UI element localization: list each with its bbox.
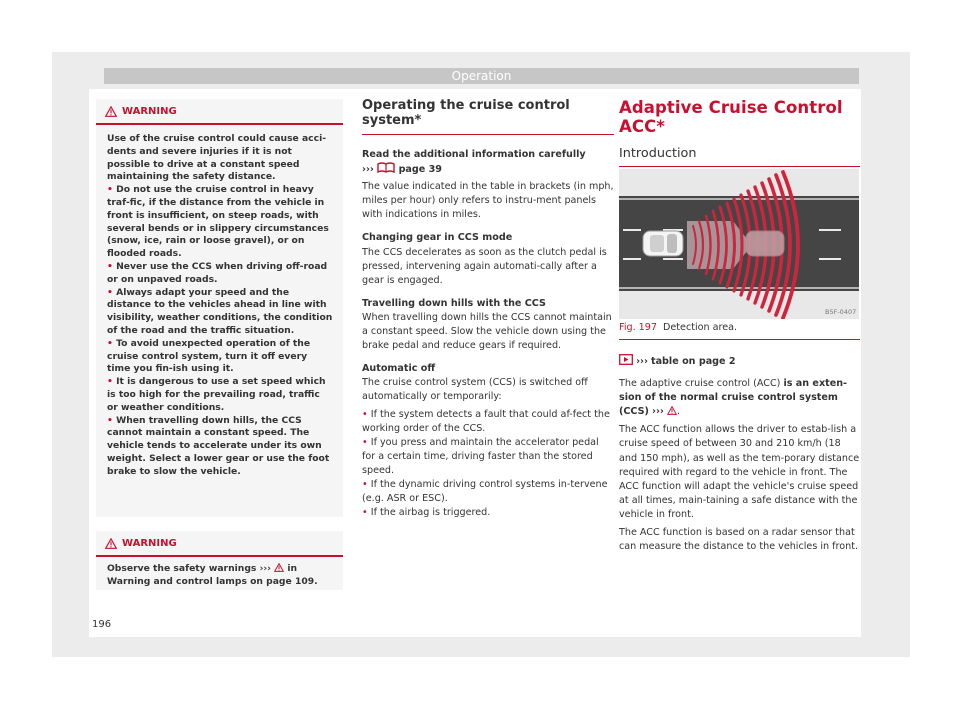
section-heading-introduction: Introduction	[619, 146, 860, 167]
warning-box-safety	[96, 531, 343, 590]
chapter-title: Adaptive Cruise Control ACC*	[619, 98, 843, 136]
vehicle-ahead	[746, 231, 784, 256]
warning-triangle-icon	[105, 106, 117, 117]
warning-bullet: • To avoid unexpected operation of the cruise control system, turn it off every time you fin-ish using it.	[107, 337, 311, 375]
table-reference: ››› table on page 2	[619, 354, 861, 369]
warning-title: WARNING	[122, 105, 177, 117]
warning-bullet: • When travelling down hills, the CCS cannot maintain a constant speed. The vehicle tends to accelerate under its own weight. Select a lower gear or use the foot brake to slow the vehicle.	[107, 414, 330, 477]
warning-triangle-icon	[667, 406, 677, 415]
subheading: Travelling down hills with the CCS	[362, 297, 546, 309]
video-icon	[619, 354, 633, 365]
figure-code: B5F-0407	[825, 308, 857, 316]
warning-bullet: • It is dangerous to use a set speed which is too high for the prevailing road, traffic or weather conditions.	[107, 376, 326, 413]
warning-bullet: • Never use the CCS when driving off-road or on unpaved roads.	[107, 260, 328, 285]
paragraph: When travelling down hills the CCS cannot maintain a constant speed. Slow the vehicle down using the brake pedal and reduce gears if required.	[362, 311, 612, 352]
warning-bullet: • Always adapt your speed and the distance to the vehicles ahead in line with visibility, weather conditions, the condition of the road and the traffic situation.	[107, 286, 333, 336]
column-acc	[619, 98, 860, 167]
warning-triangle-icon	[105, 538, 117, 549]
figure-caption: Fig. 197 Detection area.	[619, 322, 860, 340]
warning-box-cruise-control	[96, 99, 343, 517]
detection-area-illustration	[619, 169, 859, 319]
list-item: • If you press and maintain the accelerator pedal for a certain time, driving faster than the stored speed.	[362, 436, 599, 476]
list-item: • If the dynamic driving control systems in-tervene (e.g. ASR or ESC).	[362, 478, 608, 505]
warning-body	[96, 125, 343, 479]
page-header: Operation	[104, 68, 859, 84]
warning-bullet: • Do not use the cruise control in heavy traf-fic, if the distance from the vehicle in front is insufficient, on steep roads, with several bends or in slippery circumstances (snow, ice, rain or loose gravel), or on flooded roads.	[107, 184, 329, 260]
section-heading: Operating the cruise control system*	[362, 98, 614, 135]
own-car	[643, 231, 683, 256]
page-number: 196	[92, 619, 112, 630]
read-more-note: Read the additional information carefully ››› page 39	[362, 149, 586, 176]
paragraph: The cruise control system (CCS) is switched off automatically or temporarily:	[362, 377, 588, 403]
warning-body	[96, 557, 343, 589]
section-body	[362, 148, 614, 520]
paragraph: The ACC function allows the driver to estab-lish a cruise speed of between 30 and 210 km/h (18 and 150 mph), as well as the tem-porary distance required with regard to the vehicle in front. The ACC function will adapt the vehicle's cruise speed at all times, main-taining a safe distance with the vehicle in front.	[619, 424, 860, 520]
column-operating-ccs	[362, 98, 614, 520]
subheading: Changing gear in CCS mode	[362, 232, 513, 244]
list-item: • If the airbag is triggered.	[362, 507, 491, 519]
figure-detection-area	[619, 169, 859, 319]
paragraph: The adaptive cruise control (ACC) is an exten-sion of the normal cruise control system (CCS) ››› .	[619, 378, 848, 418]
warning-intro: Use of the cruise control could cause acci-dents and severe injuries if it is not possible to drive at a constant speed maintaining the safety distance.	[107, 133, 327, 183]
warning-text: Observe the safety warnings ››› in Warning and control lamps on page 109.	[107, 563, 318, 587]
book-icon	[377, 162, 395, 173]
warning-title: WARNING	[122, 537, 177, 549]
paragraph: The CCS decelerates as soon as the clutch pedal is pressed, intervening again automati-cally after a gear is engaged.	[362, 246, 607, 286]
paragraph: The ACC function is based on a radar sensor that can measure the distance to the vehicles in front.	[619, 527, 859, 553]
warning-triangle-icon	[274, 563, 284, 572]
list-item: • If the system detects a fault that could af-fect the working order of the CCS.	[362, 408, 610, 434]
warning-header	[96, 99, 343, 125]
paragraph: The value indicated in the table in brackets (in mph, miles per hour) only refers to instru-ment panels with indications in miles.	[362, 181, 614, 221]
warning-header	[96, 531, 343, 557]
acc-intro-body	[619, 354, 861, 554]
subheading: Automatic off	[362, 363, 436, 375]
